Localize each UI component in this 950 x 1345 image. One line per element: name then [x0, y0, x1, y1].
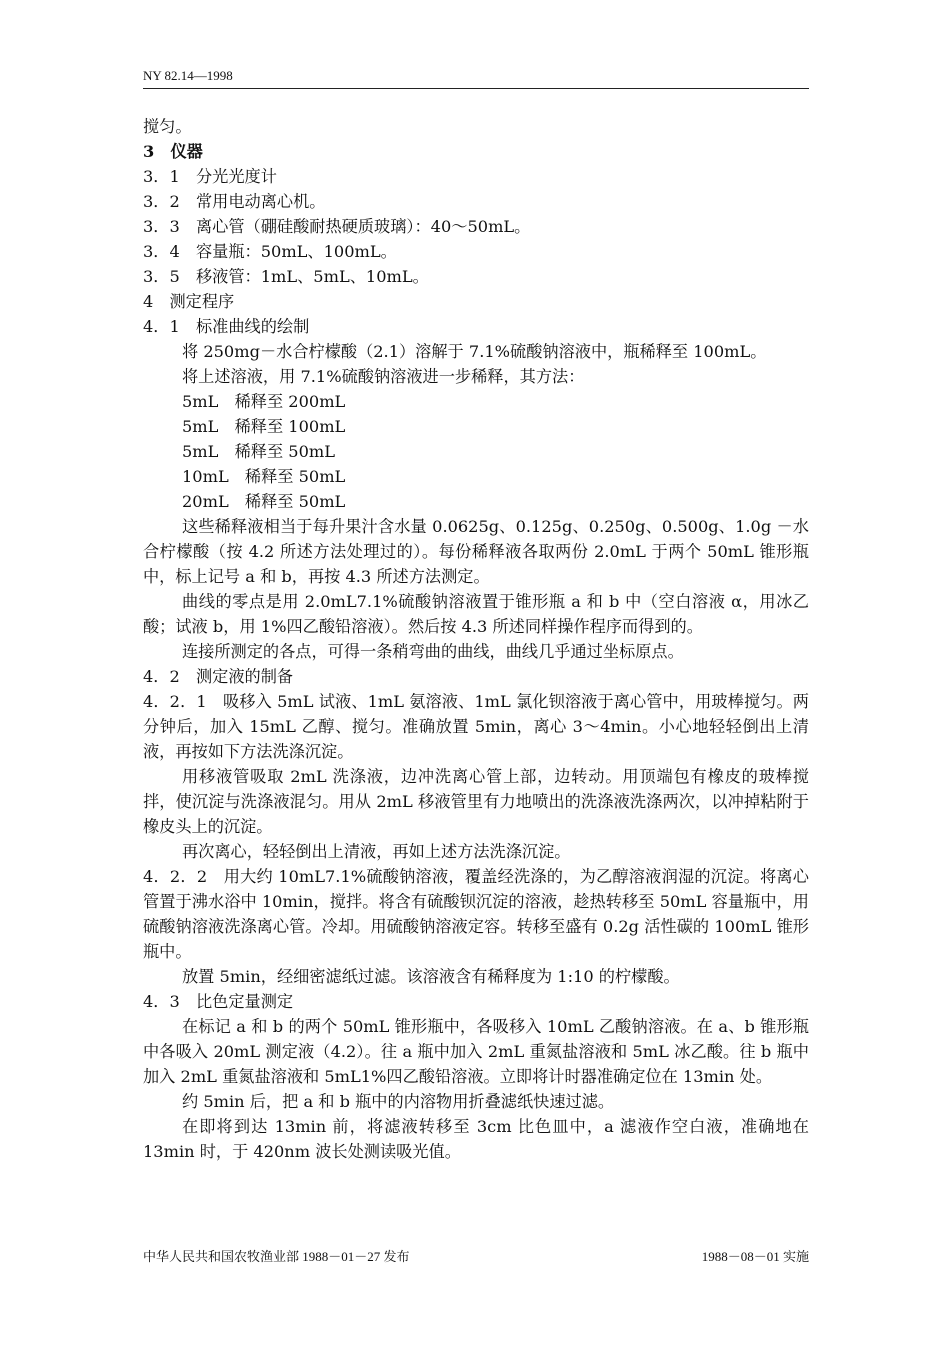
- list-item: 3．2 常用电动离心机。: [143, 192, 326, 211]
- list-item: 3．3 离心管（硼硅酸耐热硬质玻璃）：40～50mL。: [143, 217, 531, 236]
- dilution-item: 10mL 稀释至 50mL: [182, 467, 346, 486]
- section-heading: 4 测定程序: [143, 292, 235, 311]
- list-item: 3．5 移液管：1mL、5mL、10mL。: [143, 267, 429, 286]
- document-body: [143, 114, 809, 1164]
- paragraph: 再次离心，轻轻倒出上清液，再如上述方法洗涤沉淀。: [182, 842, 571, 861]
- subsection-heading: 4．3 比色定量测定: [143, 992, 294, 1011]
- section-heading: 3 仪器: [143, 142, 203, 161]
- page-header: [143, 66, 809, 89]
- paragraph: 在标记 a 和 b 的两个 50mL 锥形瓶中，各吸移入 10mL 乙酸钠溶液。在 a、b 锥形瓶中各吸入 20mL 测定液（4.2）。往 a 瓶中加入 2mL 重氮盐溶液和 5mL 冰乙酸。往 b 瓶中加入 2mL 重氮盐溶液和 5mL1%四乙酸铅溶液。立即将计时器准确定位在 13min 处。: [143, 1017, 809, 1086]
- list-item: 3．4 容量瓶：50mL、100mL。: [143, 242, 397, 261]
- paragraph: 这些稀释液相当于每升果汁含水量 0.0625g、0.125g、0.250g、0.500g、1.0g －水合柠檬酸（按 4.2 所述方法处理过的）。每份稀释液各取两份 2.0mL 于两个 50mL 锥形瓶中，标上记号 a 和 b，再按 4.3 所述方法测定。: [143, 517, 809, 586]
- paragraph: 在即将到达 13min 前，将滤液转移至 3cm 比色皿中，a 滤液作空白液，准确地在 13min 时，于 420nm 波长处测读吸光值。: [143, 1117, 809, 1161]
- paragraph: 4．2．1 吸移入 5mL 试液、1mL 氨溶液、1mL 氯化钡溶液于离心管中，用玻棒搅匀。两分钟后，加入 15mL 乙醇、搅匀。准确放置 5min，离心 3～4min。小心地轻轻倒出上清液，再按如下方法洗涤沉淀。: [143, 692, 809, 761]
- issue-date: 中华人民共和国农牧渔业部 1988－01－27 发布: [143, 1249, 410, 1264]
- paragraph: 约 5min 后，把 a 和 b 瓶中的内溶物用折叠滤纸快速过滤。: [182, 1092, 615, 1111]
- paragraph: 搅匀。: [143, 117, 192, 136]
- paragraph: 用移液管吸取 2mL 洗涤液，边冲洗离心管上部，边转动。用顶端包有橡皮的玻棒搅拌，使沉淀与洗涤液混匀。用从 2mL 移液管里有力地喷出的洗涤液洗涤两次，以冲掉粘附于橡皮头上的沉淀。: [143, 767, 809, 836]
- dilution-item: 20mL 稀释至 50mL: [182, 492, 346, 511]
- effective-date: 1988－08－01 实施: [701, 1249, 809, 1264]
- paragraph: 将上述溶液，用 7.1%硫酸钠溶液进一步稀释，其方法：: [182, 367, 585, 386]
- subsection-heading: 4．2 测定液的制备: [143, 667, 294, 686]
- paragraph: 曲线的零点是用 2.0mL7.1%硫酸钠溶液置于锥形瓶 a 和 b 中（空白溶液 α，用冰乙酸；试液 b，用 1%四乙酸铅溶液）。然后按 4.3 所述同样操作程序而得到的。: [143, 592, 809, 636]
- standard-code: NY 82.14—1998: [143, 68, 233, 83]
- paragraph: 4．2．2 用大约 10mL7.1%硫酸钠溶液，覆盖经洗涤的，为乙醇溶液润湿的沉淀。将离心管置于沸水浴中 10min，搅拌。将含有硫酸钡沉淀的溶液，趁热转移至 50mL 容量瓶中，用硫酸钠溶液洗涤离心管。冷却。用硫酸钠溶液定容。转移至盛有 0.2g 活性碳的 100mL 锥形瓶中。: [143, 867, 809, 961]
- list-item: 3．1 分光光度计: [143, 167, 277, 186]
- subsection-heading: 4．1 标准曲线的绘制: [143, 317, 310, 336]
- paragraph: 连接所测定的各点，可得一条稍弯曲的曲线，曲线几乎通过坐标原点。: [182, 642, 684, 661]
- paragraph: 放置 5min，经细密滤纸过滤。该溶液含有稀释度为 1:10 的柠檬酸。: [182, 967, 680, 986]
- dilution-item: 5mL 稀释至 200mL: [182, 392, 346, 411]
- dilution-item: 5mL 稀释至 100mL: [182, 417, 346, 436]
- paragraph: 将 250mg－水合柠檬酸（2.1）溶解于 7.1%硫酸钠溶液中，瓶稀释至 100mL。: [182, 342, 767, 361]
- dilution-item: 5mL 稀释至 50mL: [182, 442, 335, 461]
